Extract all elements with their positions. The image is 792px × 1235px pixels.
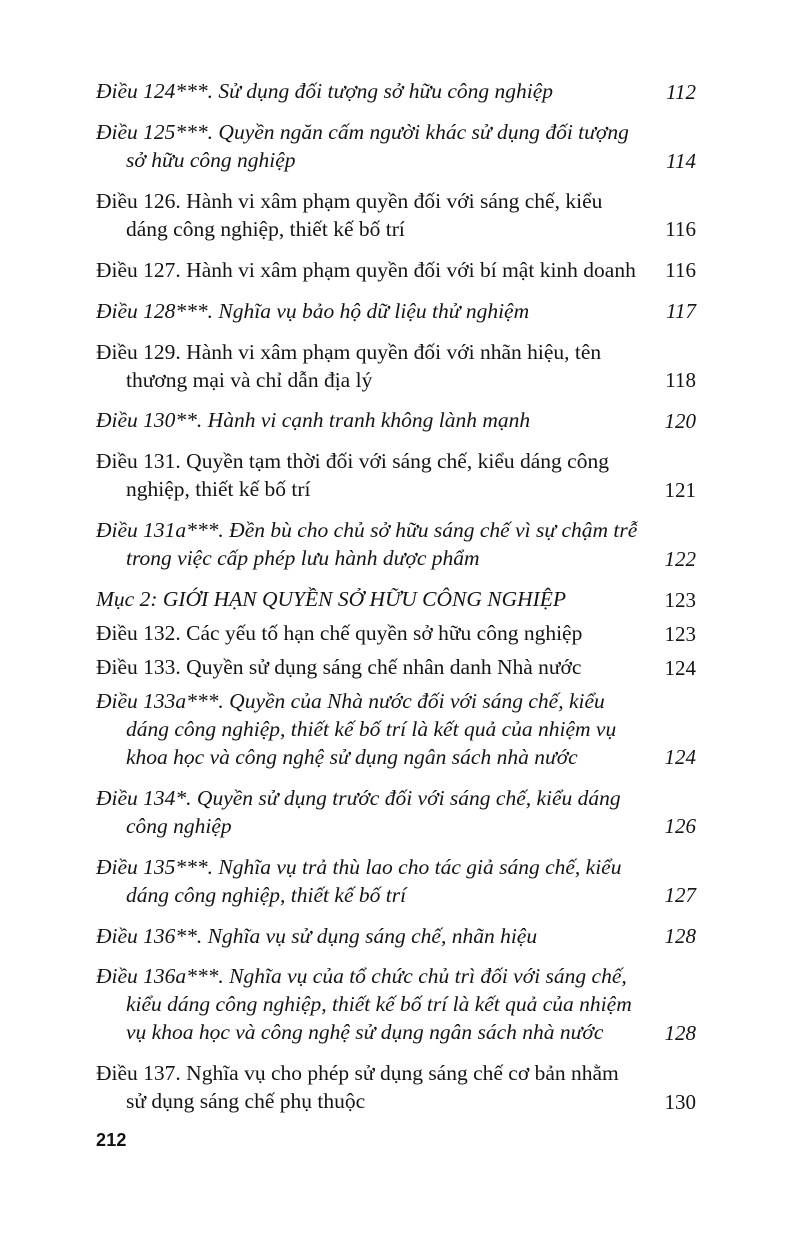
toc-entry[interactable] bbox=[96, 119, 696, 175]
toc-entry[interactable] bbox=[96, 339, 696, 395]
toc-entry-page-number: 116 bbox=[665, 258, 696, 283]
toc-entry-label: Điều 130**. Hành vi cạnh tranh không lành mạnh bbox=[96, 408, 531, 433]
toc-entry-label: Điều 136**. Nghĩa vụ sử dụng sáng chế, nhãn hiệu bbox=[96, 923, 538, 948]
toc-entry[interactable] bbox=[96, 1060, 696, 1116]
toc-entry[interactable] bbox=[96, 407, 696, 435]
toc-entry-page-number: 128 bbox=[664, 1020, 696, 1045]
toc-entry-label: Điều 129. Hành vi xâm phạm quyền đối với nhãn hiệu, tên thương mại và chỉ dẫn địa lý bbox=[96, 339, 602, 392]
toc-entry-page-number: 117 bbox=[666, 299, 696, 324]
toc-entry-label: Điều 133. Quyền sử dụng sáng chế nhân danh Nhà nước bbox=[96, 655, 582, 679]
toc-entry[interactable] bbox=[96, 298, 696, 326]
toc-entry-label: Điều 134*. Quyền sử dụng trước đối với sáng chế, kiểu dáng công nghiệp bbox=[96, 785, 621, 838]
toc-entry[interactable] bbox=[96, 517, 696, 573]
toc-entry-page-number: 121 bbox=[664, 477, 696, 502]
toc-entry-page-number: 127 bbox=[664, 883, 696, 908]
toc-entry-label: Điều 124***. Sử dụng đối tượng sở hữu công nghiệp bbox=[96, 79, 554, 103]
toc-entry-label: Điều 133a***. Quyền của Nhà nước đối với sáng chế, kiểu dáng công nghiệp, thiết kế bố trí là kết quả của nhiệm vụ khoa học và công nghệ sử dụng ngân sách nhà nước bbox=[96, 688, 617, 769]
toc-entry[interactable] bbox=[96, 688, 696, 772]
toc-entry-page-number: 118 bbox=[665, 368, 696, 393]
toc-entry-label: Điều 125***. Quyền ngăn cấm người khác sử dụng đối tượng sở hữu công nghiệp bbox=[96, 119, 629, 172]
toc-entry[interactable] bbox=[96, 963, 696, 1047]
toc-entry-label: Điều 137. Nghĩa vụ cho phép sử dụng sáng chế cơ bản nhằm sử dụng sáng chế phụ thuộc bbox=[96, 1061, 619, 1114]
toc-entry[interactable] bbox=[96, 654, 696, 682]
toc-entry-page-number: 116 bbox=[665, 217, 696, 242]
toc-entry[interactable] bbox=[96, 188, 696, 244]
toc-entry-label: Điều 128***. Nghĩa vụ bảo hộ dữ liệu thử nghiệm bbox=[96, 298, 530, 323]
toc-entry-label: Điều 127. Hành vi xâm phạm quyền đối với bí mật kinh doanh bbox=[96, 257, 636, 282]
table-of-contents bbox=[96, 78, 696, 1129]
toc-entry-label: Điều 135***. Nghĩa vụ trả thù lao cho tác giả sáng chế, kiểu dáng công nghiệp, thiết kế bố trí bbox=[96, 854, 622, 907]
toc-entry-label: Điều 126. Hành vi xâm phạm quyền đối với sáng chế, kiểu dáng công nghiệp, thiết kế bố trí bbox=[96, 188, 603, 241]
toc-entry-page-number: 112 bbox=[666, 79, 696, 104]
toc-entry-label: Điều 131. Quyền tạm thời đối với sáng chế, kiểu dáng công nghiệp, thiết kế bố trí bbox=[96, 449, 609, 502]
toc-entry-page-number: 123 bbox=[664, 587, 696, 612]
toc-entry-page-number: 128 bbox=[664, 924, 696, 949]
toc-entry-label: Điều 136a***. Nghĩa vụ của tổ chức chủ trì đối với sáng chế, kiểu dáng công nghiệp, thiết kế bố trí là kết quả của nhiệm vụ khoa học và công nghệ sử dụng ngân sách nhà nước bbox=[96, 964, 632, 1045]
page-folio: 212 bbox=[96, 1130, 127, 1150]
toc-entry-label: Mục 2: GIỚI HẠN QUYỀN SỞ HỮU CÔNG NGHIỆP bbox=[96, 587, 567, 612]
toc-entry[interactable] bbox=[96, 78, 696, 106]
toc-entry[interactable] bbox=[96, 448, 696, 504]
toc-entry-page-number: 124 bbox=[664, 745, 696, 770]
toc-entry-page-number: 114 bbox=[666, 148, 696, 173]
toc-entry-page-number: 130 bbox=[664, 1089, 696, 1114]
toc-entry-page-number: 126 bbox=[664, 814, 696, 839]
toc-entry-label: Điều 131a***. Đền bù cho chủ sở hữu sáng chế vì sự chậm trễ trong việc cấp phép lưu hành dược phẩm bbox=[96, 518, 638, 571]
toc-entry[interactable] bbox=[96, 785, 696, 841]
toc-entry-page-number: 122 bbox=[664, 546, 696, 571]
toc-entry-page-number: 123 bbox=[664, 621, 696, 646]
toc-entry[interactable] bbox=[96, 620, 696, 648]
toc-entry[interactable] bbox=[96, 923, 696, 951]
toc-entry-label: Điều 132. Các yếu tố hạn chế quyền sở hữu công nghiệp bbox=[96, 621, 583, 646]
toc-entry-page-number: 120 bbox=[664, 409, 696, 434]
toc-entry[interactable] bbox=[96, 586, 696, 614]
toc-entry[interactable] bbox=[96, 257, 696, 285]
toc-entry[interactable] bbox=[96, 854, 696, 910]
toc-entry-page-number: 124 bbox=[664, 655, 696, 680]
